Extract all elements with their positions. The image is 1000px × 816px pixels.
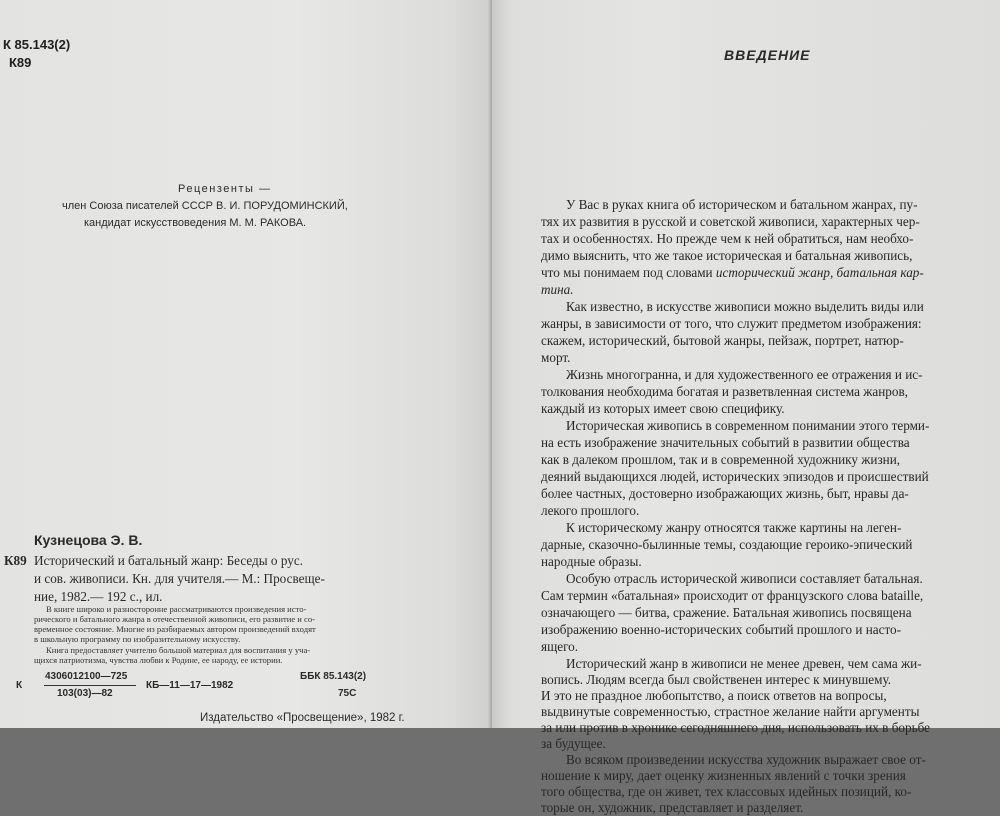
text-line-6: тина. — [541, 282, 574, 297]
text-line-16: как в далеком прошлом, так и в современной художнику жизни, — [541, 452, 901, 467]
text-line-20: К историческому жанру относятся также картины на леген- — [566, 520, 902, 535]
text-line-13: каждый из которых имеет свою специфику. — [541, 401, 785, 416]
left-page — [0, 0, 492, 728]
text-line-5 — [541, 265, 924, 281]
text-line-34: Во всяком произведении искусства художник выражает свое от- — [566, 752, 926, 767]
annotation-line-5: Книга предоставляет учителю большой материал для воспитания у уча- — [46, 645, 311, 655]
text-line-5-start: что мы понимаем под словами — [541, 265, 713, 280]
publisher-line: Издательство «Просвещение», 1982 г. — [200, 712, 405, 724]
text-line-23: Особую отрасль исторической живописи составляет батальная. — [566, 571, 923, 586]
text-line-7: Как известно, в искусстве живописи можно выделить виды или — [566, 299, 924, 314]
text-line-18: более частных, достоверно изображающих жизнь, быт, нравы да- — [541, 486, 909, 501]
bib-line-2: и сов. живописи. Кн. для учителя.— М.: Просвеще- — [34, 571, 325, 586]
text-line-22: народные образы. — [541, 554, 642, 569]
fraction-bottom: 103(03)—82 — [57, 688, 113, 699]
text-line-12: толкования необходима богатая и разветвленная система жанров, — [541, 384, 908, 399]
annotation-line-3: временное состояние. Многие из разбираемых автором произведений входят — [34, 624, 316, 634]
text-line-4: димо выяснить, что же такое историческая и батальная живопись, — [541, 248, 913, 263]
k-letter: К — [16, 680, 23, 691]
text-line-33: за будущее. — [541, 736, 606, 751]
right-page — [492, 0, 1000, 815]
page-heading: ВВЕДЕНИЕ — [724, 47, 811, 63]
text-line-29: вопись. Людям всегда был свойственен интерес к минувшему. — [541, 672, 892, 687]
text-line-14: Историческая живопись в современном понимании этого терми- — [566, 418, 930, 433]
text-line-10: морт. — [541, 350, 571, 365]
text-line-27: ящего. — [541, 639, 579, 654]
annotation-line-2: рического и батального жанра в отечественной живописи, его развитие и со- — [34, 614, 316, 624]
text-line-24: Сам термин «батальная» происходит от французского слова bataille, — [541, 588, 924, 603]
text-line-30: И это не праздное любопытство, а поиск ответов на вопросы, — [541, 688, 887, 703]
italic-phrase: исторический жанр, батальная кар- — [715, 265, 924, 280]
text-line-9: скажем, исторический, бытовой жанры, пейзаж, портрет, натюр- — [541, 333, 904, 348]
text-line-3: тах и особенностях. Но прежде чем к ней обратиться, нам необхо- — [541, 231, 914, 246]
bib-code: К89 — [4, 553, 27, 568]
text-line-26: изображению военно-исторических событий прошлого и насто- — [541, 622, 902, 637]
text-line-37: торые он, художник, представляет и разделяет. — [541, 800, 804, 815]
bib-line-1: Исторический и батальный жанр: Беседы о рус. — [34, 553, 303, 568]
bbk-sub: 75С — [338, 688, 357, 699]
annotation-line-6: щихся патриотизма, чувства любви к Родине, ее народу, ее истории. — [34, 655, 283, 665]
author-name: Кузнецова Э. В. — [34, 532, 143, 548]
text-line-21: дарные, сказочно-былинные темы, создающие героико-эпический — [541, 537, 913, 552]
catalog-code: К89 — [9, 55, 32, 70]
classification-code: К 85.143(2) — [3, 37, 71, 52]
reviewers-heading: Рецензенты — — [178, 183, 272, 195]
fraction-top: 4306012100—725 — [45, 671, 128, 682]
reviewer-1: член Союза писателей СССР В. И. ПОРУДОМИНСКИЙ, — [62, 200, 348, 212]
text-line-1: У Вас в руках книга об историческом и батальном жанрах, пу- — [566, 197, 918, 212]
text-line-35: ношение к миру, дает оценку жизненных явлений с точки зрения — [541, 768, 906, 783]
bbk-code: ББК 85.143(2) — [300, 671, 367, 682]
text-line-31: выдвинутые современностью, страстное желание найти аргументы — [541, 704, 920, 719]
annotation-line-1: В книге широко и разносторонне рассматриваются произведения исто- — [46, 604, 307, 614]
text-line-19: лекого прошлого. — [541, 503, 640, 518]
text-line-25: означающего — битва, сражение. Батальная живопись посвящена — [541, 605, 912, 620]
text-line-32: за или против в хронике сегодняшнего дня, использовать их в борьбе — [541, 720, 930, 735]
text-line-28: Исторический жанр в живописи не менее древен, чем сама жи- — [566, 656, 922, 671]
reviewer-2: кандидат искусствоведения М. М. РАКОВА. — [84, 217, 307, 229]
text-line-36: того общества, где он живет, тех классовых идейных позиций, ко- — [541, 784, 912, 799]
text-line-2: тях их развития в русской и советской живописи, характерных чер- — [541, 214, 920, 229]
text-line-8: жанры, в зависимости от того, что служит предметом изображения: — [541, 316, 922, 331]
text-line-15: на есть изображение значительных событий в развитии общества — [541, 435, 910, 450]
text-line-11: Жизнь многогранна, и для художественного ее отражения и ис- — [566, 367, 923, 382]
bib-line-3: ние, 1982.— 192 с., ил. — [34, 589, 163, 604]
text-line-17: деяний выдающихся людей, исторических эпизодов и происшествий — [541, 469, 929, 484]
fraction-line — [44, 685, 136, 686]
annotation-line-4: в школьную программу по изобразительному искусству. — [34, 634, 241, 644]
kb-code: КБ—11—17—1982 — [146, 680, 234, 691]
